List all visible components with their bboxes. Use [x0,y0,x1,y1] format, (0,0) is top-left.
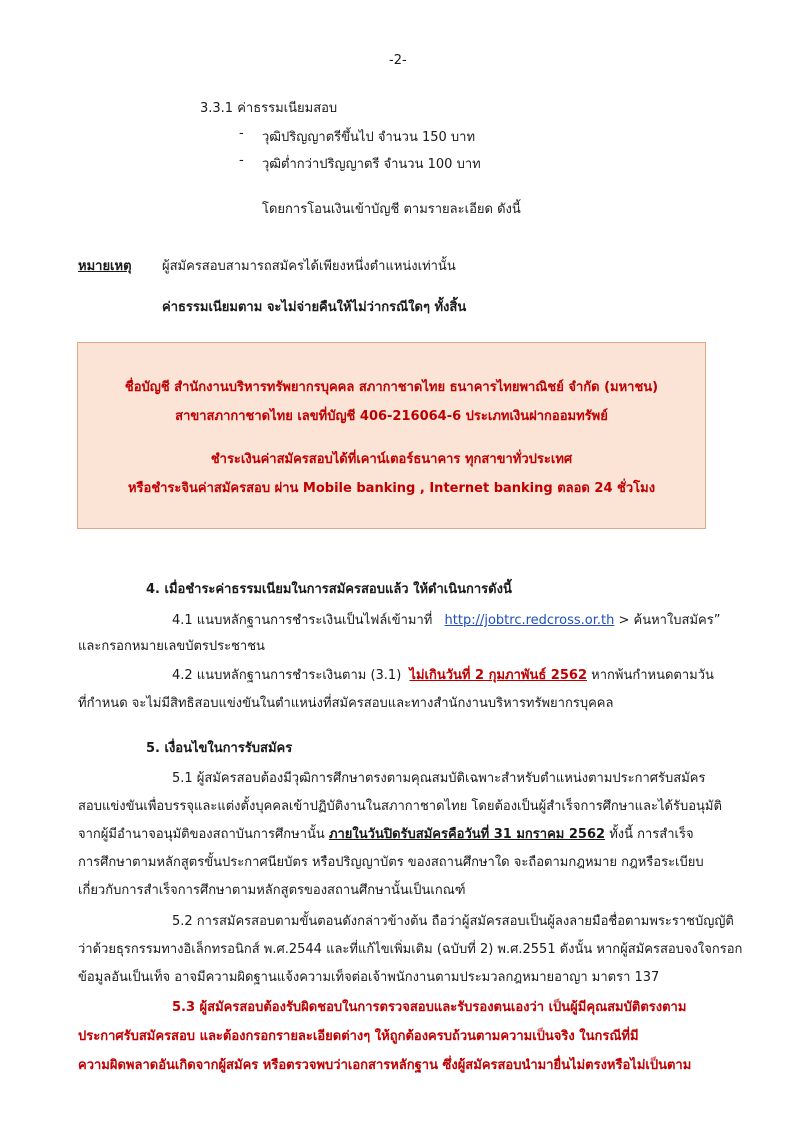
section5-p1-line2: สอบแข่งขันเพื่อบรรจุและแต่งตั้งบุคคลเข้าปฏิบัติงานในสภากาชาดไทย โดยต้องเป็นผู้สำเร็จการศึกษาและได้รับอนุมัติ [78,799,722,814]
fee-heading: 3.3.1 ค่าธรรมเนียมสอบ [200,101,338,116]
section4-item1-suffix: > ค้นหาใบสมัคร” [618,613,721,628]
section5-p1-line3 [78,823,694,844]
section4-item2-suffix: หากพ้นกำหนดตามวัน [591,668,714,683]
section4-title: 4. เมื่อชำระค่าธรรมเนียมในการสมัครสอบแล้ว ให้ดำเนินการดังนี้ [146,582,512,597]
section5-p1-line3-prefix: จากผู้มีอำนาจอนุมัติของสถาบันการศึกษานั้น [78,827,329,842]
bank-account-box [77,342,706,529]
bank-line-account-number: สาขาสภากาชาดไทย เลขที่บัญชี 406-216064-6 ประเภทเงินฝากออมทรัพย์ [175,409,608,424]
section5-title: 5. เงื่อนไขในการรับสมัคร [146,741,293,756]
section4-item2 [172,664,714,685]
note-label: หมายเหตุ [78,259,132,274]
transfer-text: โดยการโอนเงินเข้าบัญชี ตามรายละเอียด ดังนี้ [262,202,521,217]
section5-p3-line3: ความผิดพลาดอันเกิดจากผู้สมัคร หรือตรวจพบว่าเอกสารหลักฐาน ซึ่งผู้สมัครสอบนำมายื่นไม่ตรงหรือไม่เป็นตาม [78,1058,692,1073]
section5-p3-line2: ประกาศรับสมัครสอบ และต้องกรอกรายละเอียดต่างๆ ให้ถูกต้องครบถ้วนตามความเป็นจริง ในกรณีที่มี [78,1029,639,1044]
note-nonrefund: ค่าธรรมเนียมตาม จะไม่จ่ายคืนให้ไม่ว่ากรณีใดๆ ทั้งสิ้น [162,300,467,315]
section5-p2-line1: 5.2 การสมัครสอบตามขั้นตอนดังกล่าวข้างต้น ถือว่าผู้สมัครสอบเป็นผู้ลงลายมือชื่อตามพระราชบัญญัติ [172,914,734,929]
note-text: ผู้สมัครสอบสามารถสมัครได้เพียงหนึ่งตำแหน่งเท่านั้น [162,259,456,274]
section4-item2-prefix: 4.2 แนบหลักฐานการชำระเงินตาม (3.1) [172,668,402,683]
section5-p1-line1: 5.1 ผู้สมัครสอบต้องมีวุฒิการศึกษาตรงตามคุณสมบัติเฉพาะสำหรับตำแหน่งตามประกาศรับสมัคร [172,771,706,786]
jobtrc-link[interactable]: http://jobtrc.redcross.or.th [444,613,615,628]
section5-p2-line2: ว่าด้วยธุรกรรมทางอิเล็กทรอนิกส์ พ.ศ.2544 และที่แก้ไขเพิ่มเติม (ฉบับที่ 2) พ.ศ.2551 ดังนั้น หากผู้สมัครสอบจงใจกรอก [78,942,743,957]
page-number: -2- [389,53,407,68]
fee-item-bachelor: วุฒิปริญญาตรีขึ้นไป จำนวน 150 บาท [262,130,476,145]
bank-line-counter: ชำระเงินค่าสมัครสอบได้ที่เคาน์เตอร์ธนาคาร ทุกสาขาทั่วประเทศ [210,452,573,467]
section4-item1 [172,609,720,630]
bank-line-online: หรือชำระจินค่าสมัครสอบ ผ่าน Mobile banking , Internet banking ตลอด 24 ชั่วโมง [127,481,656,496]
bank-line-account-name: ชื่อบัญชี สำนักงานบริหารทรัพยากรบุคคล สภากาชาดไทย ธนาคารไทยพาณิชย์ จำกัด (มหาชน) [124,380,659,395]
fee-item-below-bachelor: วุฒิต่ำกว่าปริญญาตรี จำนวน 100 บาท [262,157,481,172]
bullet-2: - [239,153,244,168]
bullet-1: - [239,126,244,141]
section4-item1-line2: และกรอกหมายเลขบัตรประชาชน [78,639,265,654]
section4-item1-prefix: 4.1 แนบหลักฐานการชำระเงินเป็นไฟล์เข้ามาที่ [172,613,433,628]
section5-p3-line1: 5.3 ผู้สมัครสอบต้องรับผิดชอบในการตรวจสอบและรับรองตนเองว่า เป็นผู้มีคุณสมบัติตรงตาม [172,1000,687,1015]
section5-p1-line5: เกี่ยวกับการสำเร็จการศึกษาตามหลักสูตรของสถานศึกษานั้นเป็นเกณฑ์ [78,883,466,898]
section4-item2-line2: ที่กำหนด จะไม่มีสิทธิสอบแข่งขันในตำแหน่งที่สมัครสอบและทางสำนักงานบริหารทรัพยากรบุคคล [78,696,614,711]
application-close-date: ภายในวันปิดรับสมัครคือวันที่ 31 มกราคม 2562 [328,827,606,842]
section5-p1-line4: การศึกษาตามหลักสูตรขั้นประกาศนียบัตร หรือปริญญาบัตร ของสถานศึกษาใด จะถือตามกฎหมาย กฎหรือระเบียบ [78,855,704,870]
section5-p1-line3-suffix: ทั้งนี้ การสำเร็จ [609,827,694,842]
payment-deadline: ไม่เกินวันที่ 2 กุมภาพันธ์ 2562 [409,668,587,683]
section5-p2-line3: ข้อมูลอันเป็นเท็จ อาจมีความผิดฐานแจ้งความเท็จต่อเจ้าพนักงานตามประมวลกฎหมายอาญา มาตรา 137 [78,970,660,985]
